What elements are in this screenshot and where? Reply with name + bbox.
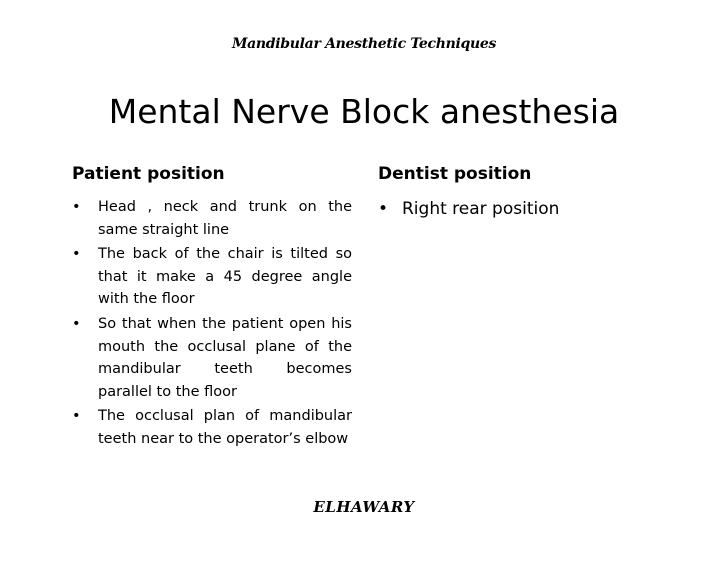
dentist-position-column [378,164,678,222]
slide-footer: ELHAWARY [313,498,415,516]
list-item-text: Right rear position [402,199,560,219]
bullet-icon: • [72,408,81,425]
bullet-icon: • [72,199,81,215]
list-item-text: So that when the patient open his mouth the occlusal plane of the mandibular teeth becomes parallel to the floor [98,315,352,400]
list-item [72,405,352,450]
list-item-text: Head , neck and trunk on the same straight line [98,199,352,238]
list-item-text: The back of the chair is tilted so that it make a 45 degree angle with the floor [98,246,352,308]
dentist-position-heading: Dentist position [378,164,532,184]
slide-header: Mandibular Anesthetic Techniques [231,36,497,52]
list-item [72,313,352,403]
slide-title: Mental Nerve Block anesthesia [108,92,620,131]
bullet-icon: • [378,199,389,219]
bullet-icon: • [72,315,81,332]
list-item [72,196,352,241]
list-item-text: The occlusal plan of mandibular teeth near to the operator’s elbow [98,408,352,447]
patient-position-column [72,164,352,453]
bullet-icon: • [72,246,81,263]
dentist-position-list [378,196,678,222]
list-item [72,243,352,311]
list-item [378,196,678,222]
patient-position-list [72,196,352,451]
patient-position-heading: Patient position [72,164,225,184]
